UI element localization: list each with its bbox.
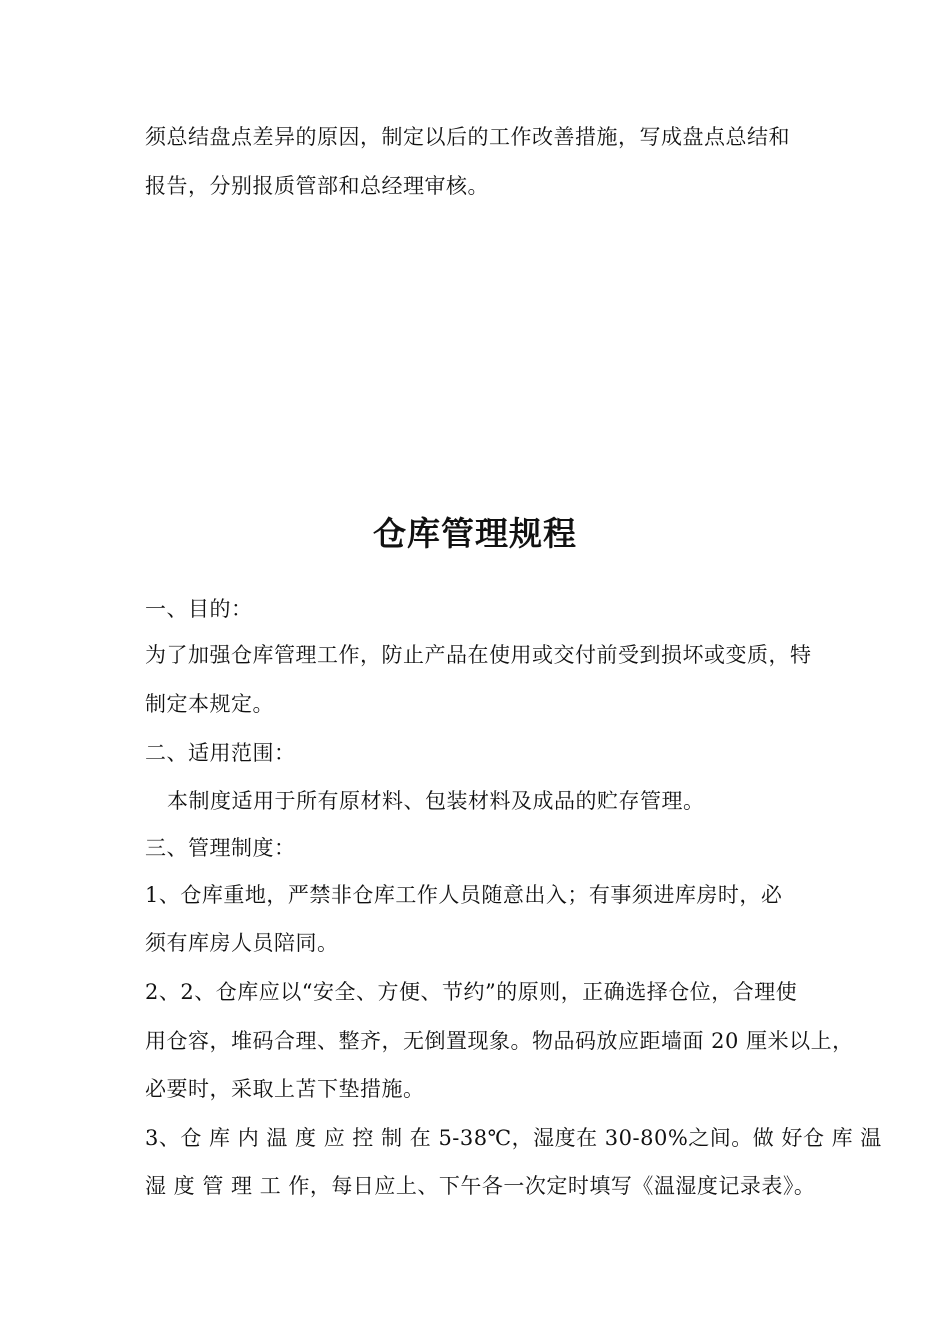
purpose-heading: 一、目的：: [145, 597, 253, 621]
rules-heading: 三、管理制度：: [145, 836, 296, 860]
rule-2-line-3: 必要时，采取上苫下垫措施。: [145, 1077, 425, 1101]
purpose-text-line-2: 制定本规定。: [145, 692, 274, 716]
prev-section-line-1: 须总结盘点差异的原因，制定以后的工作改善措施，写成盘点总结和: [145, 125, 790, 149]
rule-3-line-1: 3、仓 库 内 温 度 应 控 制 在 5-38℃，湿度在 30-80%之间。做 好仓 库 温: [145, 1126, 882, 1150]
scope-heading: 二、适用范围：: [145, 741, 296, 765]
rule-1-line-2: 须有库房人员陪同。: [145, 931, 339, 955]
scope-text: 本制度适用于所有原材料、包装材料及成品的贮存管理。: [167, 789, 705, 813]
rule-3-line-2: 湿 度 管 理 工 作，每日应上、下午各一次定时填写《温湿度记录表》。: [145, 1174, 816, 1198]
prev-section-line-2: 报告，分别报质管部和总经理审核。: [145, 174, 489, 198]
rule-1-line-1: 1、仓库重地，严禁非仓库工作人员随意出入；有事须进库房时，必: [145, 883, 783, 907]
purpose-text-line-1: 为了加强仓库管理工作，防止产品在使用或交付前受到损坏或变质，特: [145, 643, 812, 667]
rule-2-line-1: 2、2、仓库应以“安全、方便、节约”的原则，正确选择仓位，合理使: [145, 980, 798, 1004]
document-title: 仓库管理规程: [373, 514, 577, 553]
rule-2-line-2: 用仓容，堆码合理、整齐，无倒置现象。物品码放应距墙面 20 厘米以上，: [145, 1029, 854, 1053]
